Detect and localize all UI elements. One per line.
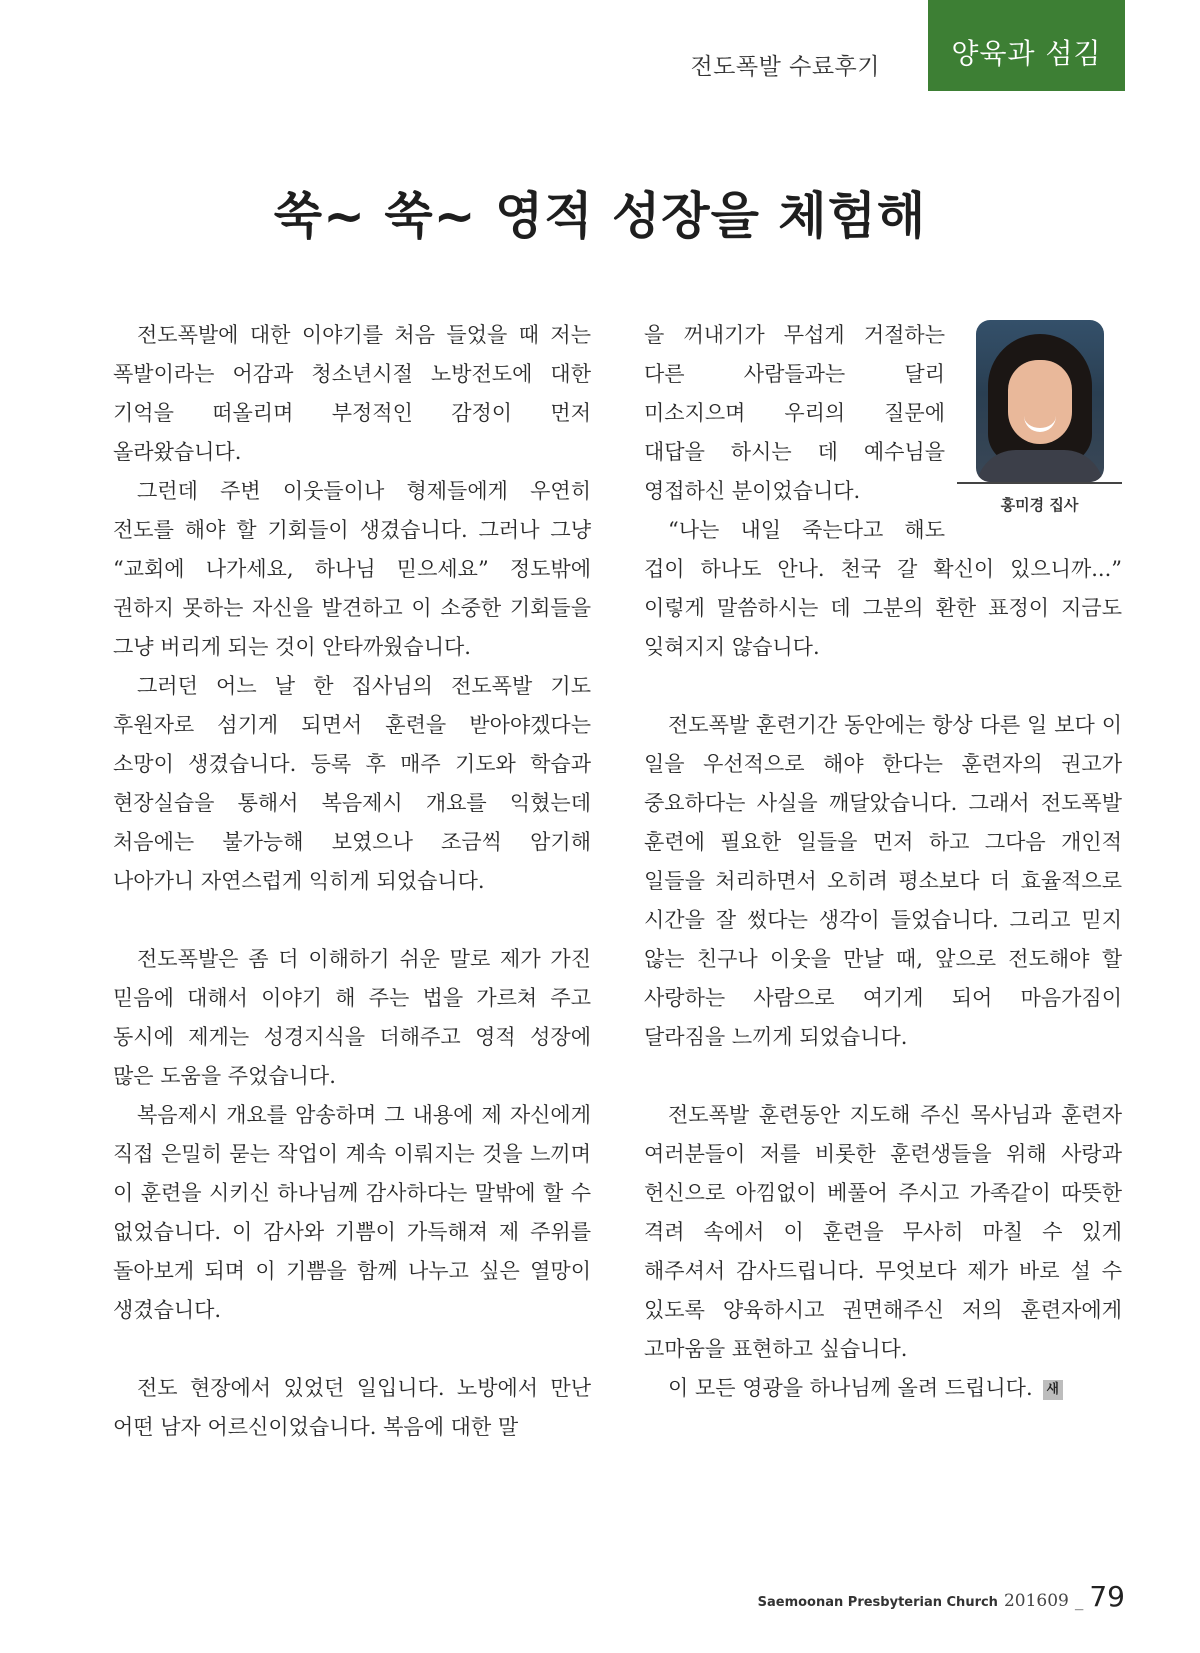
closing-text: 이 모든 영광을 하나님께 올려 드립니다. <box>668 1376 1033 1400</box>
page-footer <box>758 1580 1125 1613</box>
category-tab: 양육과 섬김 <box>928 0 1125 91</box>
article-title: 쑥~ 쑥~ 영적 성장을 체험해 <box>273 187 927 245</box>
paragraph: 전도폭발 훈련기간 동안에는 항상 다른 일 보다 이 일을 우선적으로 해야 한다는 훈련자의 권고가 중요하다는 사실을 깨달았습니다. 그래서 전도폭발 훈련에 필요한 일들을 먼저 하고 그다음 개인적 일들을 처리하면서 오히려 평소보다 더 효율적으로 시간을 잘 썼다는 생각이 들었습니다. 그리고 믿지 않는 친구나 이웃을 만날 때, 앞으로 전도해야 할 사랑하는 사람으로 여기게 되어 마음가짐이 달라짐을 느끼게 되었습니다. <box>644 713 1122 1049</box>
paragraph-gap <box>644 1057 1122 1096</box>
paragraph: 그런데 주변 이웃들이나 형제들에게 우연히 전도를 해야 할 기회들이 생겼습니다. 그러나 그냥 “교회에 나가세요, 하나님 믿으세요” 정도밖에 권하지 못하는 자신을 발견하고 이 소중한 기회들을 그냥 버리게 되는 것이 안타까웠습니다. <box>113 479 591 659</box>
paragraph: 을 꺼내기가 무섭게 거절하는 다른 사람들과는 달리 미소지으며 우리의 질문에 대답을 하시는 데 예수님을 영접하신 분이었습니다. <box>644 323 945 503</box>
left-column <box>113 316 591 1447</box>
paragraph-gap <box>113 901 591 940</box>
church-name: Saemoonan Presbyterian Church <box>757 1595 998 1610</box>
paragraph: 복음제시 개요를 암송하며 그 내용에 제 자신에게 직접 은밀히 묻는 작업이 계속 이뤄지는 것을 느끼며 이 훈련을 시키신 하나님께 감사하다는 말밖에 할 수 없었습니다. 이 감사와 기쁨이 가득해져 제 주위를 돌아보게 되며 이 기쁨을 함께 나누고 싶은 열망이 생겼습니다. <box>113 1103 591 1322</box>
paragraph: 그러던 어느 날 한 집사님의 전도폭발 기도 후원자로 섬기게 되면서 훈련을 받아야겠다는 소망이 생겼습니다. 등록 후 매주 기도와 학습과 현장실습을 통해서 복음제시 개요를 익혔는데 처음에는 불가능해 보였으나 조금씩 암기해 나아가니 자연스럽게 익히게 되었습니다. <box>113 674 591 893</box>
paragraph-gap <box>644 667 1122 706</box>
paragraph-gap <box>113 1330 591 1369</box>
author-caption: 홍미경 집사 <box>1000 496 1079 514</box>
right-column <box>644 316 1122 1408</box>
closing-paragraph <box>644 1369 1122 1408</box>
page-number: 79 <box>1089 1580 1125 1613</box>
paragraph: 전도폭발 훈련동안 지도해 주신 목사님과 훈련자 여러분들이 저를 비롯한 훈련생들을 위해 사랑과 헌신으로 아낌없이 베풀어 주시고 가족같이 따뜻한 격려 속에서 이 훈련을 무사히 마칠 수 있게 해주셔서 감사드립니다. 무엇보다 제가 바로 설 수 있도록 양육하시고 권면해주신 저의 훈련자에게 고마움을 표현하고 싶습니다. <box>644 1103 1122 1361</box>
issue-number: 201609 <box>1003 1591 1069 1611</box>
section-label: 전도폭발 수료후기 <box>690 54 880 80</box>
photo-divider <box>957 482 1122 484</box>
author-photo-block <box>957 320 1122 516</box>
paragraph: 전도폭발은 좀 더 이해하기 쉬운 말로 제가 가진 믿음에 대해서 이야기 해 주는 법을 가르쳐 주고 동시에 제게는 성경지식을 더해주고 영적 성장에 많은 도움을 주었습니다. <box>113 947 591 1088</box>
paragraph: “나는 내일 죽는다고 해도 겁이 하나도 안나. 천국 갈 확신이 있으니까...” 이렇게 말씀하시는 데 그분의 환한 표정이 지금도 잊혀지지 않습니다. <box>644 518 1122 659</box>
end-mark-icon: 새 <box>1043 1380 1063 1400</box>
paragraph: 전도 현장에서 있었던 일입니다. 노방에서 만난 어떤 남자 어르신이었습니다. 복음에 대한 말 <box>113 1376 591 1439</box>
paragraph: 전도폭발에 대한 이야기를 처음 들었을 때 저는 폭발이라는 어감과 청소년시절 노방전도에 대한 기억을 떠올리며 부정적인 감정이 먼저 올라왔습니다. <box>113 323 591 464</box>
footer-separator: _ <box>1074 1591 1084 1611</box>
author-photo <box>976 320 1104 482</box>
